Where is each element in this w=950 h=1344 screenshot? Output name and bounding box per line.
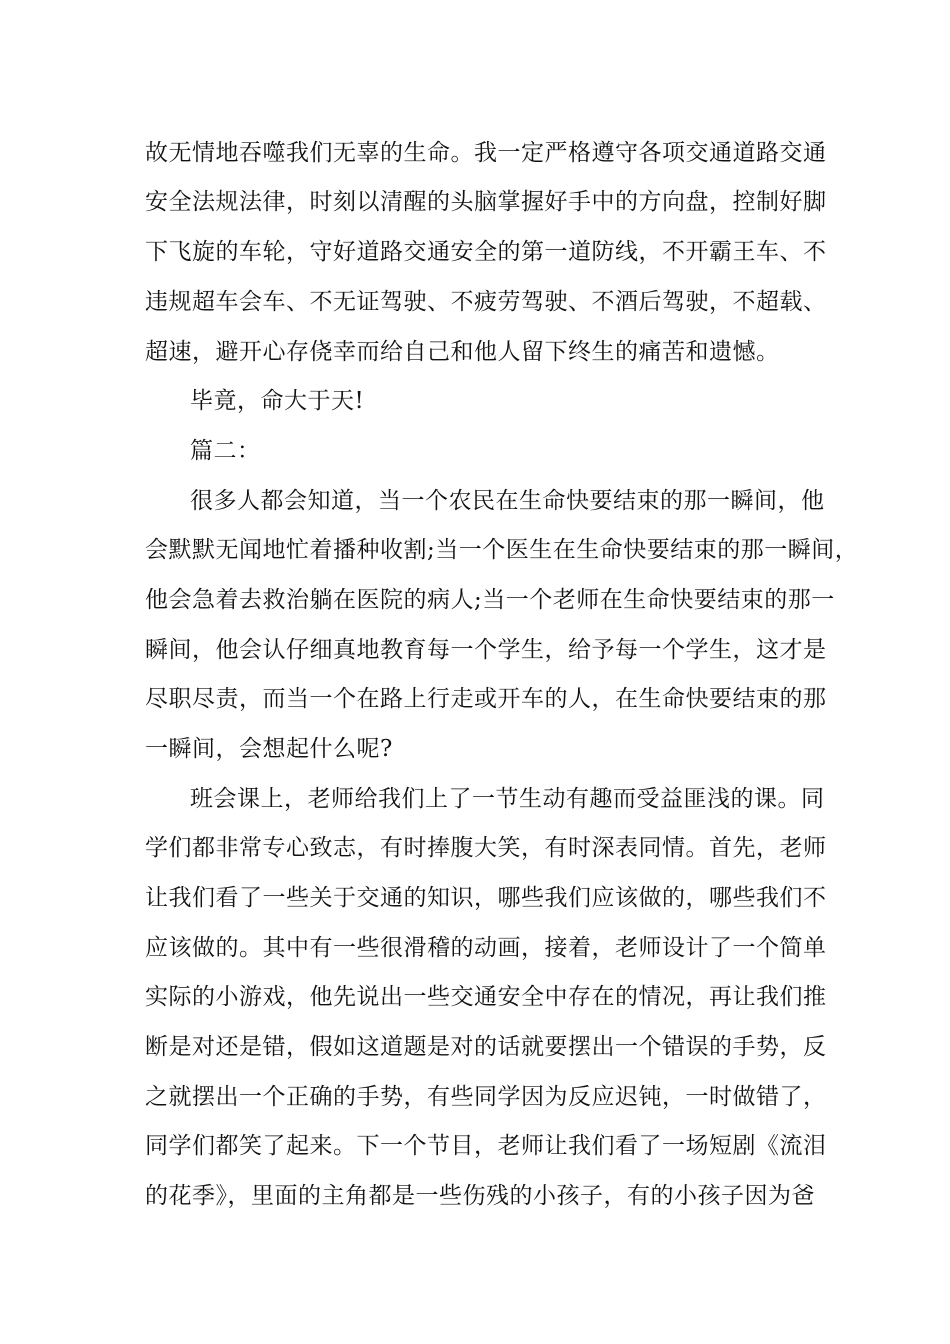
text-line: 毕竟，命大于天!	[190, 388, 365, 414]
text-line: 超速，避开心存侥幸而给自己和他人留下终生的痛苦和遗憾。	[145, 339, 780, 365]
text-line: 实际的小游戏，他先说出一些交通安全中存在的情况，再让我们推	[145, 984, 827, 1010]
text-line: 瞬间，他会认仔细真地教育每一个学生，给予每一个学生，这才是	[145, 637, 827, 663]
text-line: 故无情地吞噬我们无辜的生命。我一定严格遵守各项交通道路交通	[145, 140, 827, 166]
text-line: 的花季》，里面的主角都是一些伤残的小孩子，有的小孩子因为爸	[145, 1183, 815, 1209]
text-line: 会默默无闻地忙着播种收割;当一个医生在生命快要结束的那一瞬间，	[145, 537, 859, 563]
text-line: 他会急着去救治躺在医院的病人;当一个老师在生命快要结束的那一	[145, 587, 835, 613]
text-line: 断是对还是错，假如这道题是对的话就要摆出一个错误的手势，反	[145, 1034, 827, 1060]
text-line: 下飞旋的车轮，守好道路交通安全的第一道防线，不开霸王车、不	[145, 239, 827, 265]
text-line: 尽职尽责，而当一个在路上行走或开车的人，在生命快要结束的那	[145, 686, 827, 712]
text-line: 班会课上，老师给我们上了一节生动有趣而受益匪浅的课。同	[190, 786, 825, 812]
section-heading: 篇二：	[190, 438, 261, 464]
text-line: 让我们看了一些关于交通的知识，哪些我们应该做的，哪些我们不	[145, 885, 827, 911]
text-line: 之就摆出一个正确的手势，有些同学因为反应迟钝，一时做错了，	[145, 1084, 827, 1110]
text-line: 一瞬间，会想起什么呢?	[145, 736, 393, 762]
text-line: 违规超车会车、不无证驾驶、不疲劳驾驶、不酒后驾驶，不超载、	[145, 289, 827, 315]
text-line: 应该做的。其中有一些很滑稽的动画，接着，老师设计了一个简单	[145, 935, 827, 961]
text-line: 很多人都会知道，当一个农民在生命快要结束的那一瞬间，他	[190, 488, 825, 514]
text-line: 安全法规法律，时刻以清醒的头脑掌握好手中的方向盘，控制好脚	[145, 189, 827, 215]
text-line: 学们都非常专心致志，有时捧腹大笑，有时深表同情。首先，老师	[145, 835, 827, 861]
text-line: 同学们都笑了起来。下一个节目，老师让我们看了一场短剧《流泪	[145, 1133, 827, 1159]
